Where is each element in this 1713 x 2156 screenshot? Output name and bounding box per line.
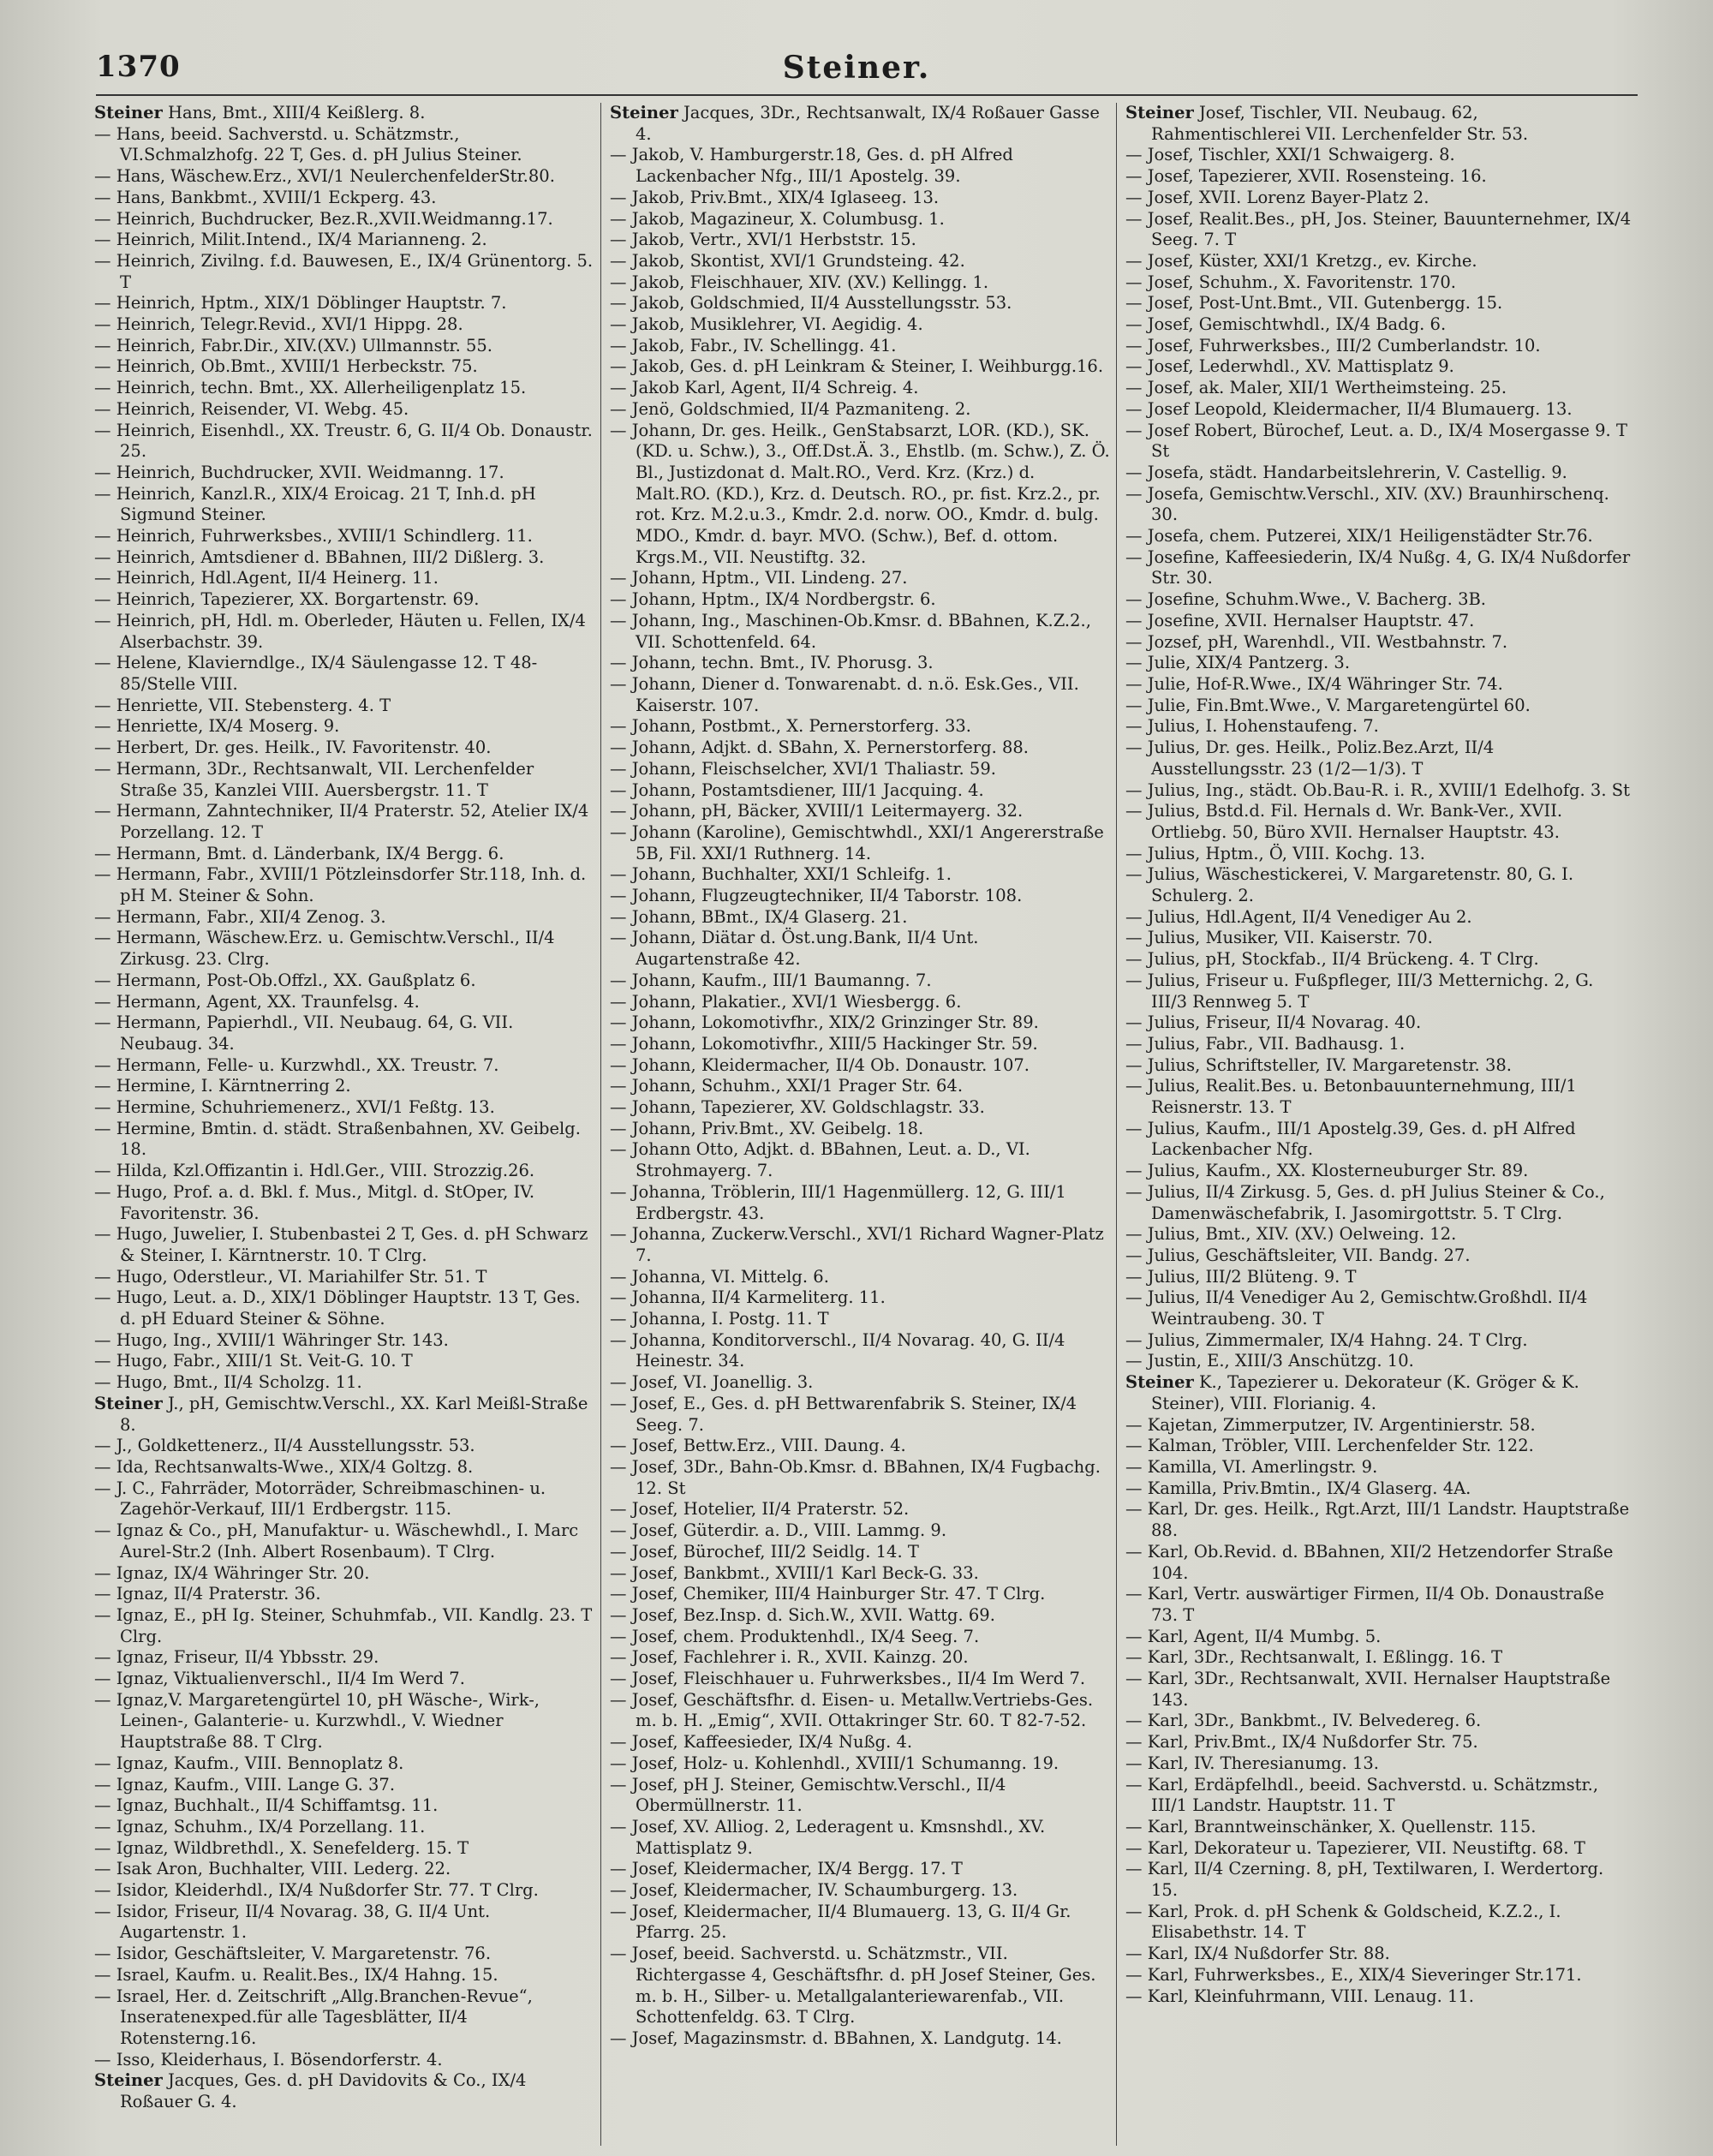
directory-entry: — Josef, Magazinsmstr. d. BBahnen, X. Landgutg. 14. bbox=[610, 2028, 1062, 2048]
directory-column-1 bbox=[94, 103, 594, 2146]
surname-heading: Steiner bbox=[94, 1393, 163, 1413]
directory-entry: — Julius, Dr. ges. Heilk., Poliz.Bez.Arzt, II/4 Ausstellungsstr. 23 (1/2—1/3). T bbox=[1125, 738, 1495, 779]
directory-entry: — Johann, Lokomotivfhr., XIII/5 Hackinger Str. 59. bbox=[610, 1033, 1038, 1054]
directory-entry: — Hermine, Bmtin. d. städt. Straßenbahnen, XV. Geibelg. 18. bbox=[94, 1118, 581, 1160]
directory-entry: — Josef, Post-Unt.Bmt., VII. Gutenbergg. 15. bbox=[1125, 293, 1503, 314]
directory-entry: — Hermann, Zahntechniker, II/4 Praterstr. 52, Atelier IX/4 Porzellang. 12. T bbox=[94, 801, 589, 842]
directory-entry: — Heinrich, Fabr.Dir., XIV.(XV.) Ullmannstr. 55. bbox=[94, 335, 493, 355]
directory-entry: — Hugo, Oderstleur., VI. Mariahilfer Str. 51. T bbox=[94, 1266, 487, 1287]
header-rule bbox=[96, 94, 1638, 96]
directory-entry: — Josef, Bettw.Erz., VIII. Daung. 4. bbox=[610, 1436, 906, 1456]
directory-entry: — Julius, Zimmermaler, IX/4 Hahng. 24. T Clrg. bbox=[1125, 1329, 1528, 1350]
directory-entry: — Ignaz, Buchhalt., II/4 Schiffamtsg. 11. bbox=[94, 1795, 439, 1816]
directory-entry: — Julius, Bstd.d. Fil. Hernals d. Wr. Bank-Ver., XVII. Ortliebg. 50, Büro XVII. Hernalser Hauptstr. 43. bbox=[1125, 801, 1563, 842]
directory-entry: — Karl, 3Dr., Rechtsanwalt, XVII. Hernalser Hauptstraße 143. bbox=[1125, 1669, 1611, 1710]
directory-entry: — Johann, Lokomotivfhr., XIX/2 Grinzinger Str. 89. bbox=[610, 1012, 1039, 1033]
directory-entry: — Johann, Flugzeugtechniker, II/4 Taborstr. 108. bbox=[610, 886, 1023, 906]
directory-entry: — Ignaz,V. Margaretengürtel 10, pH Wäsche-, Wirk-, Leinen-, Galanterie- u. Kurzwhdl., V. Wiedner Hauptstraße 88. T Clrg. bbox=[94, 1689, 540, 1753]
directory-entry: — Josef, Fachlehrer i. R., XVII. Kainzg. 20. bbox=[610, 1647, 969, 1668]
directory-entry: — Julius, Musiker, VII. Kaiserstr. 70. bbox=[1125, 928, 1433, 948]
surname-heading: Steiner bbox=[94, 2070, 163, 2091]
directory-entry: — Hermann, Wäschew.Erz. u. Gemischtw.Verschl., II/4 Zirkusg. 23. Clrg. bbox=[94, 928, 555, 970]
directory-entry: — Kamilla, Priv.Bmtin., IX/4 Glaserg. 4A. bbox=[1125, 1478, 1471, 1498]
directory-entry: — Josef, Chemiker, III/4 Hainburger Str. 47. T Clrg. bbox=[610, 1584, 1046, 1604]
surname-heading: Steiner bbox=[1125, 1372, 1194, 1393]
directory-entry: — Josef, Bez.Insp. d. Sich.W., XVII. Wattg. 69. bbox=[610, 1604, 995, 1625]
directory-column-3 bbox=[1125, 103, 1632, 2146]
directory-entry: — Jakob Karl, Agent, II/4 Schreig. 4. bbox=[610, 378, 919, 398]
directory-entry: — Julius, Kaufm., XX. Klosterneuburger Str. 89. bbox=[1125, 1161, 1529, 1181]
directory-entry: — Johanna, Konditorverschl., II/4 Novarag. 40, G. II/4 Heinestr. 34. bbox=[610, 1329, 1065, 1371]
directory-entry: — J. C., Fahrräder, Motorräder, Schreibmaschinen- u. Zagehör-Verkauf, III/1 Erdbergstr. 115. bbox=[94, 1478, 546, 1520]
directory-entry: — Julie, Fin.Bmt.Wwe., V. Margaretengürtel 60. bbox=[1125, 695, 1531, 715]
directory-entry: — Karl, Branntweinschänker, X. Quellenstr. 115. bbox=[1125, 1816, 1537, 1836]
directory-entry: — Josef, XV. Alliog. 2, Lederagent u. Kmsnshdl., XV. Mattisplatz 9. bbox=[610, 1816, 1046, 1858]
directory-entry: — Karl, Kleinfuhrmann, VIII. Lenaug. 11. bbox=[1125, 1986, 1474, 2006]
directory-entry: — Jakob, Ges. d. pH Leinkram & Steiner, I. Weihburgg.16. bbox=[610, 356, 1104, 377]
directory-entry: — Hugo, Prof. a. d. Bkl. f. Mus., Mitgl. d. StOper, IV. Favoritenstr. 36. bbox=[94, 1181, 535, 1223]
directory-entry: — Johann, Kleidermacher, II/4 Ob. Donaustr. 107. bbox=[610, 1054, 1030, 1075]
directory-entry: — Heinrich, Amtsdiener d. BBahnen, III/2 Dißlerg. 3. bbox=[94, 546, 545, 567]
directory-entry: — Heinrich, Tapezierer, XX. Borgartenstr. 69. bbox=[94, 589, 480, 610]
column-divider bbox=[1116, 103, 1117, 2146]
directory-entry: — Johann (Karoline), Gemischtwhdl., XXI/1 Angererstraße 5B, Fil. XXI/1 Ruthnerg. 14. bbox=[610, 821, 1104, 863]
directory-entry: Steiner K., Tapezierer u. Dekorateur (K. Gröger & K. Steiner), VIII. Florianig. 4. bbox=[1125, 1372, 1579, 1413]
directory-entry: — Johann, Postamtsdiener, III/1 Jacquing. 4. bbox=[610, 779, 984, 800]
directory-entry: — Julius, III/2 Blüteng. 9. T bbox=[1125, 1266, 1357, 1287]
directory-entry: — Julius, Ing., städt. Ob.Bau-R. i. R., XVIII/1 Edelhofg. 3. St bbox=[1125, 779, 1630, 800]
directory-entry: — Johann, Plakatier., XVI/1 Wiesbergg. 6. bbox=[610, 991, 962, 1012]
directory-entry: — Ignaz, IX/4 Währinger Str. 20. bbox=[94, 1562, 370, 1583]
directory-entry: Steiner Jacques, Ges. d. pH Davidovits & Co., IX/4 Roßauer G. 4. bbox=[94, 2070, 527, 2112]
directory-entry: — Julius, Schriftsteller, IV. Margaretenstr. 38. bbox=[1125, 1054, 1512, 1075]
directory-entry: — Johann, Schuhm., XXI/1 Prager Str. 64. bbox=[610, 1076, 964, 1096]
directory-entry: — Hugo, Leut. a. D., XIX/1 Döblinger Hauptstr. 13 T, Ges. d. pH Eduard Steiner & Söhne. bbox=[94, 1287, 581, 1329]
directory-entry: — Jakob, Vertr., XVI/1 Herbststr. 15. bbox=[610, 230, 916, 250]
directory-entry: — Hermine, Schuhriemenerz., XVI/1 Feßtg. 13. bbox=[94, 1097, 495, 1118]
directory-entry: — Hermann, Felle- u. Kurzwhdl., XX. Treustr. 7. bbox=[94, 1054, 499, 1075]
directory-entry: — Karl, Ob.Revid. d. BBahnen, XII/2 Hetzendorfer Straße 104. bbox=[1125, 1541, 1614, 1583]
directory-entry: — Julius, Friseur, II/4 Novarag. 40. bbox=[1125, 1012, 1422, 1033]
directory-entry: — Ignaz, Kaufm., VIII. Bennoplatz 8. bbox=[94, 1753, 404, 1773]
directory-entry: — Julie, Hof-R.Wwe., IX/4 Währinger Str. 74. bbox=[1125, 673, 1503, 694]
directory-entry: — Josef Robert, Bürochef, Leut. a. D., IX/4 Mosergasse 9. T St bbox=[1125, 420, 1627, 462]
directory-entry: — Hans, beeid. Sachverstd. u. Schätzmstr., VI.Schmalzhofg. 22 T, Ges. d. pH Julius Steiner. bbox=[94, 123, 522, 165]
directory-entry: — Isso, Kleiderhaus, I. Bösendorferstr. 4. bbox=[94, 2049, 443, 2069]
directory-entry: — Hugo, Fabr., XIII/1 St. Veit-G. 10. T bbox=[94, 1351, 413, 1371]
directory-entry: — Josef, Güterdir. a. D., VIII. Lammg. 9. bbox=[610, 1520, 947, 1541]
directory-entry: — Hugo, Bmt., II/4 Scholzg. 11. bbox=[94, 1372, 362, 1393]
directory-entry: — Johann, Hptm., VII. Lindeng. 27. bbox=[610, 568, 908, 588]
directory-entry: — Josefine, Kaffeesiederin, IX/4 Nußg. 4, G. IX/4 Nußdorfer Str. 30. bbox=[1125, 546, 1631, 588]
directory-entry: — Hans, Wäschew.Erz., XVI/1 NeulerchenfelderStr.80. bbox=[94, 166, 555, 187]
directory-entry: — Israel, Kaufm. u. Realit.Bes., IX/4 Hahng. 15. bbox=[94, 1964, 498, 1985]
directory-entry: — Julius, Friseur u. Fußpfleger, III/3 Metternichg. 2, G. III/3 Rennweg 5. T bbox=[1125, 970, 1594, 1012]
directory-entry: — Josef, VI. Joanellig. 3. bbox=[610, 1372, 814, 1393]
directory-entry: — Jakob, V. Hamburgerstr.18, Ges. d. pH Alfred Lackenbacher Nfg., III/1 Apostelg. 39. bbox=[610, 145, 1013, 187]
directory-entry: — Johanna, VI. Mittelg. 6. bbox=[610, 1266, 829, 1287]
directory-entry: — Karl, Erdäpfelhdl., beeid. Sachverstd. u. Schätzmstr., III/1 Landstr. Hauptstr. 11. T bbox=[1125, 1774, 1599, 1816]
directory-entry: — Josef, Hotelier, II/4 Praterstr. 52. bbox=[610, 1499, 910, 1520]
directory-entry: — Josef Leopold, Kleidermacher, II/4 Blumauerg. 13. bbox=[1125, 398, 1573, 419]
directory-entry: — Johann, BBmt., IX/4 Glaserg. 21. bbox=[610, 906, 908, 927]
directory-entry: — Herbert, Dr. ges. Heilk., IV. Favoritenstr. 40. bbox=[94, 738, 492, 758]
directory-entry: — Heinrich, Eisenhdl., XX. Treustr. 6, G. II/4 Ob. Donaustr. 25. bbox=[94, 420, 593, 462]
directory-entry: — Karl, Priv.Bmt., IX/4 Nußdorfer Str. 75. bbox=[1125, 1732, 1478, 1753]
directory-entry: — Julius, Realit.Bes. u. Betonbauunternehmung, III/1 Reisnerstr. 13. T bbox=[1125, 1076, 1577, 1118]
directory-entry: — Johann, Tapezierer, XV. Goldschlagstr. 33. bbox=[610, 1097, 985, 1118]
directory-entry: — Josef, chem. Produktenhdl., IX/4 Seeg. 7. bbox=[610, 1626, 980, 1646]
directory-entry: — Johann, techn. Bmt., IV. Phorusg. 3. bbox=[610, 653, 934, 673]
directory-entry: — Johann, Dr. ges. Heilk., GenStabsarzt, LOR. (KD.), SK. (KD. u. Schw.), 3., Off.Dst.Ä. 3., Ehstlb. (m. Schw.), Z. Ö. Bl., Justizdonat d. Malt.RO., Verd. Krz. (Krz.) d. Malt.RO. (KD.), Krz. d. Deutsch. RO., pr. fist. Krz.2., pr. rot. Krz. M.2.u.3., Kmdr. 2.d. norw. OO., Kmdr. d. bulg. MDO., Kmdr. d. bayr. MVO. (Schw.), Bef. d. ottom. Krgs.M., VII. Neustiftg. 32. bbox=[610, 420, 1110, 567]
directory-entry: — Jakob, Magazineur, X. Columbusg. 1. bbox=[610, 208, 945, 229]
directory-entry: — Karl, IV. Theresianumg. 13. bbox=[1125, 1753, 1379, 1773]
directory-entry: — Justin, E., XIII/3 Anschützg. 10. bbox=[1125, 1351, 1414, 1371]
directory-entry: — Heinrich, Ob.Bmt., XVIII/1 Herbeckstr. 75. bbox=[94, 356, 478, 377]
page-number: 1370 bbox=[96, 50, 181, 84]
directory-entry: — Hermann, Fabr., XVIII/1 Pötzleinsdorfer Str.118, Inh. d. pH M. Steiner & Sohn. bbox=[94, 864, 587, 906]
directory-entry: — Julius, Fabr., VII. Badhausg. 1. bbox=[1125, 1033, 1406, 1054]
directory-entry: — Johann, Hptm., IX/4 Nordbergstr. 6. bbox=[610, 589, 936, 610]
directory-entry: — Jozsef, pH, Warenhdl., VII. Westbahnstr. 7. bbox=[1125, 631, 1508, 652]
directory-entry: — Julius, pH, Stockfab., II/4 Brückeng. 4. T Clrg. bbox=[1125, 949, 1539, 970]
directory-entry: — Johann, Priv.Bmt., XV. Geibelg. 18. bbox=[610, 1118, 924, 1138]
directory-entry: — Heinrich, Telegr.Revid., XVI/1 Hippg. 28. bbox=[94, 314, 463, 335]
directory-entry: — Josef, pH J. Steiner, Gemischtw.Verschl., II/4 Obermüllnerstr. 11. bbox=[610, 1774, 1006, 1816]
directory-entry: — Henriette, IX/4 Moserg. 9. bbox=[94, 716, 340, 737]
surname-heading: Steiner bbox=[610, 103, 678, 122]
directory-entry: — Helene, Klavierndlge., IX/4 Säulengasse 12. T 48-85/Stelle VIII. bbox=[94, 653, 538, 694]
directory-entry: — Jenö, Goldschmied, II/4 Pazmaniteng. 2. bbox=[610, 398, 971, 419]
directory-entry: — Johann, Diener d. Tonwarenabt. d. n.ö. Esk.Ges., VII. Kaiserstr. 107. bbox=[610, 673, 1079, 715]
directory-entry: — Karl, II/4 Czerning. 8, pH, Textilwaren, I. Werdertorg. 15. bbox=[1125, 1859, 1604, 1901]
directory-entry: — Hermann, 3Dr., Rechtsanwalt, VII. Lerchenfelder Straße 35, Kanzlei VIII. Auersbergstr. 11. T bbox=[94, 758, 534, 800]
directory-entry: — Josefa, chem. Putzerei, XIX/1 Heiligenstädter Str.76. bbox=[1125, 526, 1593, 546]
directory-entry: — Heinrich, Buchdrucker, XVII. Weidmanng. 17. bbox=[94, 462, 504, 482]
directory-entry: — Jakob, Fleischhauer, XIV. (XV.) Kellingg. 1. bbox=[610, 272, 989, 292]
directory-entry: — Jakob, Goldschmied, II/4 Ausstellungsstr. 53. bbox=[610, 293, 1012, 314]
running-head: Steiner. bbox=[782, 50, 931, 86]
directory-entry: — Johanna, I. Postg. 11. T bbox=[610, 1309, 829, 1329]
directory-entry: — Julius, Wäschestickerei, V. Margaretenstr. 80, G. I. Schulerg. 2. bbox=[1125, 864, 1574, 906]
directory-entry: — Johann, Adjkt. d. SBahn, X. Pernerstorferg. 88. bbox=[610, 738, 1030, 758]
directory-entry: — Josef, Kleidermacher, IV. Schaumburgerg. 13. bbox=[610, 1880, 1018, 1901]
directory-column-2 bbox=[610, 103, 1110, 2146]
directory-entry: — Josef, ak. Maler, XII/1 Wertheimsteing. 25. bbox=[1125, 378, 1507, 398]
directory-entry: — Johann, Ing., Maschinen-Ob.Kmsr. d. BBahnen, K.Z.2., VII. Schottenfeld. 64. bbox=[610, 610, 1091, 652]
directory-entry: — Josef, Bankbmt., XVIII/1 Karl Beck-G. 33. bbox=[610, 1562, 979, 1583]
directory-entry: — Heinrich, pH, Hdl. m. Oberleder, Häuten u. Fellen, IX/4 Alserbachstr. 39. bbox=[94, 610, 586, 652]
directory-entry: Steiner J., pH, Gemischtw.Verschl., XX. Karl Meißl-Straße 8. bbox=[94, 1393, 588, 1435]
directory-entry: — J., Goldkettenerz., II/4 Ausstellungsstr. 53. bbox=[94, 1436, 475, 1456]
directory-entry: — Ignaz, E., pH Ig. Steiner, Schuhmfab., VII. Kandlg. 23. T Clrg. bbox=[94, 1604, 593, 1646]
directory-entry: — Kajetan, Zimmerputzer, IV. Argentinierstr. 58. bbox=[1125, 1414, 1536, 1435]
directory-entry: — Jakob, Skontist, XVI/1 Grundsteing. 42. bbox=[610, 250, 965, 271]
directory-entry: — Kalman, Tröbler, VIII. Lerchenfelder Str. 122. bbox=[1125, 1436, 1534, 1456]
directory-entry: — Julius, II/4 Venediger Au 2, Gemischtw.Großhdl. II/4 Weintraubeng. 30. T bbox=[1125, 1287, 1588, 1329]
directory-entry: — Ignaz, Schuhm., IX/4 Porzellang. 11. bbox=[94, 1816, 426, 1836]
directory-entry: — Isak Aron, Buchhalter, VIII. Lederg. 22. bbox=[94, 1859, 451, 1879]
directory-entry: — Heinrich, Kanzl.R., XIX/4 Eroicag. 21 T, Inh.d. pH Sigmund Steiner. bbox=[94, 483, 536, 525]
directory-entry: — Josef, Kleidermacher, IX/4 Bergg. 17. T bbox=[610, 1859, 963, 1879]
directory-entry: — Josefa, städt. Handarbeitslehrerin, V. Castellig. 9. bbox=[1125, 462, 1567, 482]
directory-entry: — Josef, E., Ges. d. pH Bettwarenfabrik S. Steiner, IX/4 Seeg. 7. bbox=[610, 1393, 1077, 1435]
directory-entry: — Josef, Holz- u. Kohlenhdl., XVIII/1 Schumanng. 19. bbox=[610, 1753, 1059, 1773]
directory-entry: — Hilda, Kzl.Offizantin i. Hdl.Ger., VIII. Strozzig.26. bbox=[94, 1161, 535, 1181]
directory-entry: — Jakob, Musiklehrer, VI. Aegidig. 4. bbox=[610, 314, 923, 335]
directory-entry: — Heinrich, Hptm., XIX/1 Döblinger Hauptstr. 7. bbox=[94, 293, 507, 314]
column-divider bbox=[600, 103, 601, 2146]
directory-entry: — Heinrich, Hdl.Agent, II/4 Heinerg. 11. bbox=[94, 568, 439, 588]
directory-entry: — Josef, Tapezierer, XVII. Rosensteing. 16. bbox=[1125, 166, 1487, 187]
directory-entry: — Hermine, I. Kärntnerring 2. bbox=[94, 1076, 351, 1096]
directory-entry: — Hermann, Papierhdl., VII. Neubaug. 64, G. VII. Neubaug. 34. bbox=[94, 1012, 514, 1054]
directory-entry: — Hermann, Agent, XX. Traunfelsg. 4. bbox=[94, 991, 420, 1012]
directory-entry: — Johann, Postbmt., X. Pernerstorferg. 33. bbox=[610, 716, 971, 737]
directory-entry: — Julius, Kaufm., III/1 Apostelg.39, Ges. d. pH Alfred Lackenbacher Nfg. bbox=[1125, 1118, 1576, 1160]
directory-entry: — Hermann, Fabr., XII/4 Zenog. 3. bbox=[94, 906, 386, 927]
directory-entry: Steiner Hans, Bmt., XIII/4 Keißlerg. 8. bbox=[94, 103, 426, 122]
directory-entry: — Josef, Gemischtwhdl., IX/4 Badg. 6. bbox=[1125, 314, 1447, 335]
directory-entry: — Karl, Prok. d. pH Schenk & Goldscheid, K.Z.2., I. Elisabethstr. 14. T bbox=[1125, 1901, 1561, 1943]
directory-entry: — Ignaz & Co., pH, Manufaktur- u. Wäschewhdl., I. Marc Aurel-Str.2 (Inh. Albert Rosenbaum). T Clrg. bbox=[94, 1520, 579, 1562]
directory-entry: — Heinrich, Fuhrwerksbes., XVIII/1 Schindlerg. 11. bbox=[94, 526, 533, 546]
directory-entry: — Julie, XIX/4 Pantzerg. 3. bbox=[1125, 653, 1351, 673]
directory-entry: — Johann, pH, Bäcker, XVIII/1 Leitermayerg. 32. bbox=[610, 801, 1024, 821]
directory-entry: — Johann, Fleischselcher, XVI/1 Thaliastr. 59. bbox=[610, 758, 996, 779]
directory-entry: — Johann Otto, Adjkt. d. BBahnen, Leut. a. D., VI. Strohmayerg. 7. bbox=[610, 1139, 1030, 1181]
directory-entry: — Julius, Bmt., XIV. (XV.) Oelweing. 12. bbox=[1125, 1224, 1457, 1245]
directory-entry: — Josef, Schuhm., X. Favoritenstr. 170. bbox=[1125, 272, 1456, 292]
directory-entry: — Josef, Tischler, XXI/1 Schwaigerg. 8. bbox=[1125, 145, 1455, 165]
directory-entry: — Josef, Geschäftsfhr. d. Eisen- u. Metallw.Vertriebs-Ges. m. b. H. „Emig“, XVII. Ottakringer Str. 60. T 82-7-52. bbox=[610, 1689, 1094, 1731]
directory-entry: — Johanna, Zuckerw.Verschl., XVI/1 Richard Wagner-Platz 7. bbox=[610, 1224, 1104, 1265]
directory-entry: Steiner Jacques, 3Dr., Rechtsanwalt, IX/4 Roßauer Gasse 4. bbox=[610, 103, 1100, 144]
directory-entry: — Josef, Fuhrwerksbes., III/2 Cumberlandstr. 10. bbox=[1125, 335, 1541, 355]
directory-entry: — Hans, Bankbmt., XVIII/1 Eckperg. 43. bbox=[94, 187, 437, 207]
directory-entry: — Henriette, VII. Stebensterg. 4. T bbox=[94, 695, 391, 715]
directory-entry: — Heinrich, Reisender, VI. Webg. 45. bbox=[94, 398, 409, 419]
directory-entry: — Julius, Hptm., Ö, VIII. Kochg. 13. bbox=[1125, 843, 1425, 863]
directory-entry: — Hermann, Post-Ob.Offzl., XX. Gaußplatz 6. bbox=[94, 970, 476, 990]
directory-entry: — Josef, beeid. Sachverstd. u. Schätzmstr., VII. Richtergasse 4, Geschäftsfhr. d. pH Josef Steiner, Ges. m. b. H., Silber- u. Metallgalanteriewarenfab., VII. Schottenfeldg. 63. T Clrg. bbox=[610, 1944, 1096, 2028]
directory-entry: — Israel, Her. d. Zeitschrift „Allg.Branchen-Revue“, Inseratenexped.für alle Tagesblätter, II/4 Rotensterng.16. bbox=[94, 1986, 533, 2048]
directory-entry: — Ignaz, Viktualienverschl., II/4 Im Werd 7. bbox=[94, 1669, 465, 1689]
directory-entry: — Julius, Hdl.Agent, II/4 Venediger Au 2. bbox=[1125, 906, 1472, 927]
directory-entry: — Josef, Kleidermacher, II/4 Blumauerg. 13, G. II/4 Gr. Pfarrg. 25. bbox=[610, 1901, 1071, 1943]
directory-entry: — Ignaz, II/4 Praterstr. 36. bbox=[94, 1584, 321, 1604]
directory-entry: — Josef, Kaffeesieder, IX/4 Nußg. 4. bbox=[610, 1732, 913, 1753]
directory-entry: — Josefine, Schuhm.Wwe., V. Bacherg. 3B. bbox=[1125, 589, 1487, 610]
directory-entry: — Karl, IX/4 Nußdorfer Str. 88. bbox=[1125, 1944, 1390, 1964]
directory-entry: — Heinrich, Zivilng. f.d. Bauwesen, E., IX/4 Grünentorg. 5. T bbox=[94, 250, 594, 292]
directory-entry: — Ignaz, Wildbrethdl., X. Senefelderg. 15. T bbox=[94, 1837, 469, 1858]
surname-heading: Steiner bbox=[94, 103, 163, 122]
directory-entry: — Jakob, Fabr., IV. Schellingg. 41. bbox=[610, 335, 897, 355]
directory-entry: — Hugo, Juwelier, I. Stubenbastei 2 T, Ges. d. pH Schwarz & Steiner, I. Kärntnerstr. 10. T Clrg. bbox=[94, 1224, 588, 1265]
directory-entry: — Josefa, Gemischtw.Verschl., XIV. (XV.) Braunhirschenq. 30. bbox=[1125, 483, 1609, 525]
directory-entry: — Jakob, Priv.Bmt., XIX/4 Iglaseeg. 13. bbox=[610, 187, 940, 207]
directory-entry: — Johann, Kaufm., III/1 Baumanng. 7. bbox=[610, 970, 932, 990]
directory-entry: — Julius, I. Hohenstaufeng. 7. bbox=[1125, 716, 1379, 737]
directory-entry: — Ignaz, Friseur, II/4 Ybbsstr. 29. bbox=[94, 1647, 379, 1668]
directory-entry: — Hermann, Bmt. d. Länderbank, IX/4 Bergg. 6. bbox=[94, 843, 504, 863]
directory-entry: — Ignaz, Kaufm., VIII. Lange G. 37. bbox=[94, 1774, 396, 1795]
directory-entry: — Kamilla, VI. Amerlingstr. 9. bbox=[1125, 1457, 1378, 1477]
directory-entry: — Johanna, Tröblerin, III/1 Hagenmüllerg. 12, G. III/1 Erdbergstr. 43. bbox=[610, 1181, 1066, 1223]
directory-entry: — Josef, Fleischhauer u. Fuhrwerksbes., II/4 Im Werd 7. bbox=[610, 1669, 1086, 1689]
directory-entry: — Josef, Realit.Bes., pH, Jos. Steiner, Bauunternehmer, IX/4 Seeg. 7. T bbox=[1125, 208, 1632, 250]
directory-entry: — Josef, Bürochef, III/2 Seidlg. 14. T bbox=[610, 1541, 919, 1562]
directory-entry: — Johann, Diätar d. Öst.ung.Bank, II/4 Unt. Augartenstraße 42. bbox=[610, 928, 979, 970]
directory-entry: — Karl, Dr. ges. Heilk., Rgt.Arzt, III/1 Landstr. Hauptstraße 88. bbox=[1125, 1499, 1630, 1541]
directory-entry: — Karl, Agent, II/4 Mumbg. 5. bbox=[1125, 1626, 1382, 1646]
directory-entry: — Ida, Rechtsanwalts-Wwe., XIX/4 Goltzg. 8. bbox=[94, 1457, 474, 1477]
directory-entry: — Heinrich, techn. Bmt., XX. Allerheiligenplatz 15. bbox=[94, 378, 527, 398]
directory-entry: — Karl, Dekorateur u. Tapezierer, VII. Neustiftg. 68. T bbox=[1125, 1837, 1585, 1858]
directory-entry: — Johanna, II/4 Karmeliterg. 11. bbox=[610, 1287, 886, 1308]
directory-entry: — Julius, Geschäftsleiter, VII. Bandg. 27. bbox=[1125, 1245, 1471, 1265]
directory-entry: — Heinrich, Buchdrucker, Bez.R.,XVII.Weidmanng.17. bbox=[94, 208, 553, 229]
directory-entry: — Julius, II/4 Zirkusg. 5, Ges. d. pH Julius Steiner & Co., Damenwäschefabrik, I. Jasomirgottstr. 5. T Clrg. bbox=[1125, 1181, 1605, 1223]
directory-entry: — Hugo, Ing., XVIII/1 Währinger Str. 143. bbox=[94, 1329, 449, 1350]
directory-entry: — Josef, XVII. Lorenz Bayer-Platz 2. bbox=[1125, 187, 1429, 207]
directory-entry: — Karl, 3Dr., Bankbmt., IV. Belvedereg. 6. bbox=[1125, 1711, 1482, 1731]
surname-heading: Steiner bbox=[1125, 103, 1194, 122]
directory-entry: — Josef, 3Dr., Bahn-Ob.Kmsr. d. BBahnen, IX/4 Fugbachg. 12. St bbox=[610, 1457, 1101, 1498]
directory-entry: — Johann, Buchhalter, XXI/1 Schleifg. 1. bbox=[610, 864, 952, 885]
directory-entry: — Isidor, Friseur, II/4 Novarag. 38, G. II/4 Unt. Augartenstr. 1. bbox=[94, 1901, 491, 1943]
directory-entry: — Heinrich, Milit.Intend., IX/4 Marianneng. 2. bbox=[94, 230, 487, 250]
directory-entry: Steiner Josef, Tischler, VII. Neubaug. 62, Rahmentischlerei VII. Lerchenfelder Str. 53. bbox=[1125, 103, 1529, 144]
directory-entry: — Josefine, XVII. Hernalser Hauptstr. 47. bbox=[1125, 610, 1475, 630]
directory-entry: — Josef, Lederwhdl., XV. Mattisplatz 9. bbox=[1125, 356, 1454, 377]
directory-entry: — Karl, Vertr. auswärtiger Firmen, II/4 Ob. Donaustraße 73. T bbox=[1125, 1584, 1604, 1625]
directory-entry: — Isidor, Kleiderhdl., IX/4 Nußdorfer Str. 77. T Clrg. bbox=[94, 1880, 539, 1901]
directory-entry: — Karl, 3Dr., Rechtsanwalt, I. Eßlingg. 16. T bbox=[1125, 1647, 1503, 1668]
directory-entry: — Isidor, Geschäftsleiter, V. Margaretenstr. 76. bbox=[94, 1944, 492, 1964]
directory-entry: — Karl, Fuhrwerksbes., E., XIX/4 Sieveringer Str.171. bbox=[1125, 1964, 1582, 1985]
directory-entry: — Josef, Küster, XXI/1 Kretzg., ev. Kirche. bbox=[1125, 250, 1477, 271]
